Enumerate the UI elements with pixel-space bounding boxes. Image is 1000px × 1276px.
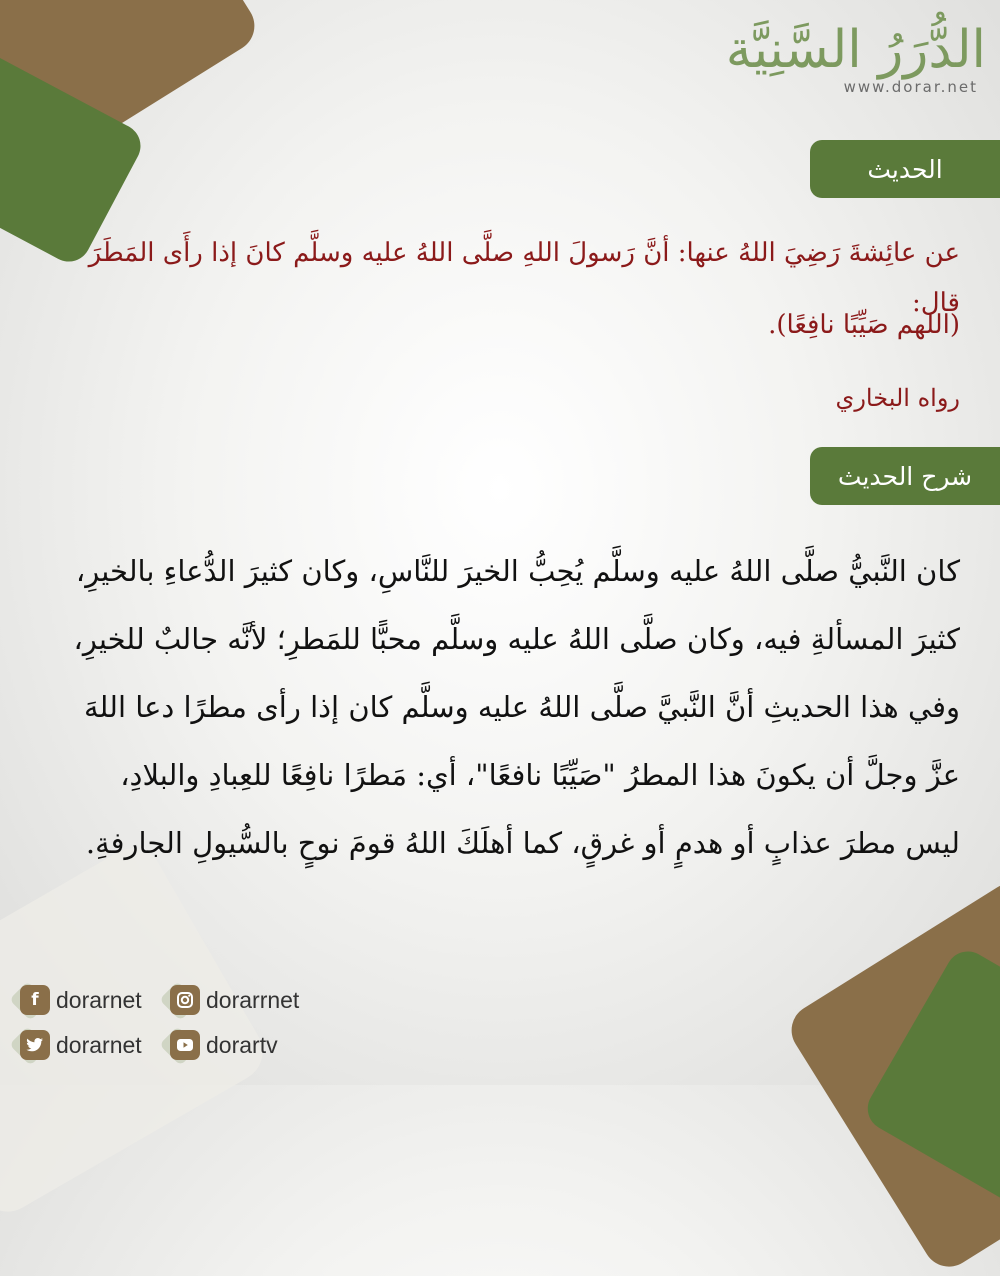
instagram-handle: dorarrnet	[206, 986, 300, 1013]
twitter-icon	[20, 1030, 50, 1060]
facebook-icon: f	[20, 985, 50, 1015]
hadith-text-line-1: عن عائِشةَ رَضِيَ اللهُ عنها: أنَّ رَسولَ اللهِ صلَّى اللهُ عليه وسلَّم كانَ إذا رأَى المَطَرَ قال:	[88, 238, 960, 318]
dorar-logo	[726, 18, 986, 96]
facebook-handle: dorarnet	[56, 986, 142, 1013]
hadith-text-line-2: (اللهم صَيِّبًا نافِعًا).	[768, 310, 960, 340]
explanation-text	[40, 537, 960, 877]
instagram-link[interactable]	[170, 985, 299, 1015]
hadith-section-tab: الحديث	[810, 140, 1000, 198]
youtube-icon	[170, 1030, 200, 1060]
instagram-icon	[170, 985, 200, 1015]
logo-title: الدُّرَرُ السَّنِيَّة	[725, 20, 986, 80]
explanation-line: وفي هذا الحديثِ أنَّ النَّبيَّ صلَّى اللهُ عليه وسلَّم كان إذا رأى مطرًا دعا اللهَ	[83, 690, 960, 724]
youtube-handle: dorartv	[206, 1031, 278, 1058]
hadith-narrator: رواه البخاري	[835, 384, 960, 412]
youtube-link[interactable]	[170, 1030, 278, 1060]
explanation-line: ليس مطرَ عذابٍ أو هدمٍ أو غرقٍ، كما أهلَكَ اللهُ قومَ نوحٍ بالسُّيولِ الجارفةِ.	[85, 826, 960, 860]
twitter-link[interactable]	[20, 1030, 142, 1060]
logo-url: www.dorar.net	[843, 78, 978, 96]
explanation-line: كثيرَ المسألةِ فيه، وكان صلَّى اللهُ عليه وسلَّم محبًّا للمَطرِ؛ لأنَّه جالبٌ للخيرِ،	[73, 622, 960, 656]
sharh-section-tab: شرح الحديث	[810, 447, 1000, 505]
twitter-handle: dorarnet	[56, 1031, 142, 1058]
explanation-line: كان النَّبيُّ صلَّى اللهُ عليه وسلَّم يُحِبُّ الخيرَ للنَّاسِ، وكان كثيرَ الدُّعاءِ بالخيرِ،	[75, 554, 960, 588]
facebook-link[interactable]	[20, 985, 142, 1015]
explanation-line: عزَّ وجلَّ أن يكونَ هذا المطرُ "صَيِّبًا نافعًا"، أي: مَطرًا نافِعًا للعِبادِ والبلادِ،	[120, 758, 960, 792]
